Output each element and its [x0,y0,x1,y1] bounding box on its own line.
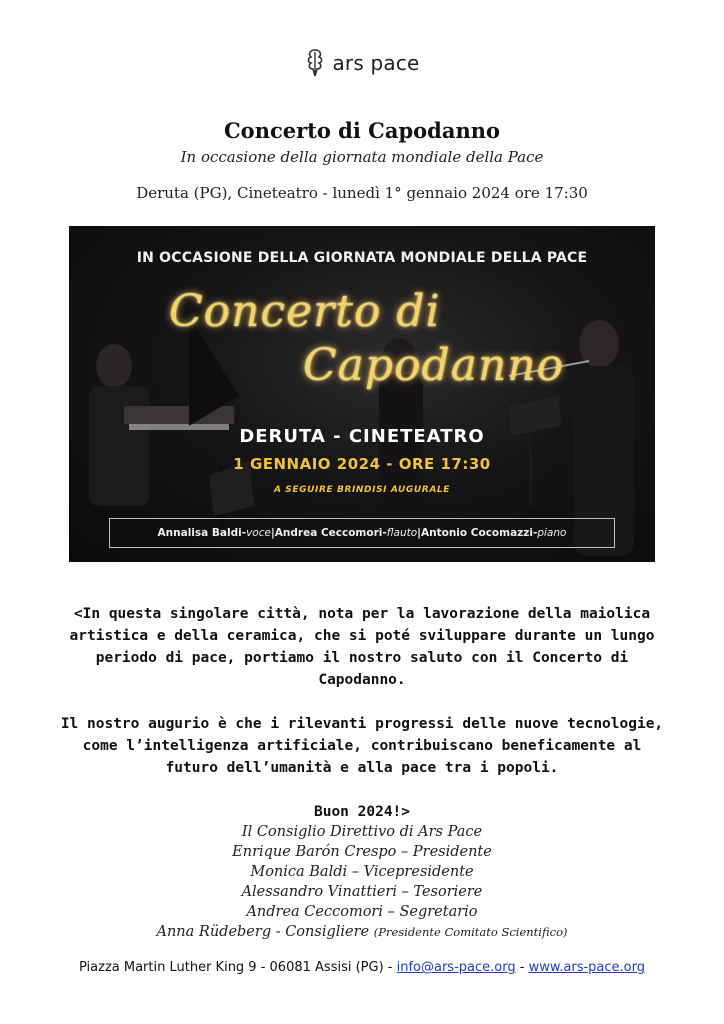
poster-stage-silhouettes [69,226,655,562]
footer-address: Piazza Martin Luther King 9 - 06081 Assisi (PG) - [79,960,397,975]
event-details: Deruta (PG), Cineteatro - lunedì 1° gennaio 2024 ore 17:30 [136,184,588,202]
website-link[interactable]: www.ars-pace.org [528,960,645,975]
signature-line: Alessandro Vinattieri – Tesoriere [241,884,483,900]
performer-role: flauto [386,527,418,539]
poster-top-text: IN OCCASIONE DELLA GIORNATA MONDIALE DELLA PACE [136,250,588,266]
performer-name: Annalisa Baldi [157,527,242,539]
poster-date: 1 GENNAIO 2024 - ORE 17:30 [233,455,491,473]
concert-poster [69,226,655,562]
footer-contacts: Piazza Martin Luther King 9 - 06081 Assisi (PG) - info@ars-pace.org - www.ars-pace.org [79,960,645,975]
message-paragraph: <In questa singolare città, nota per la lavorazione della maiolica artistica e della ceramica, che si poté sviluppare durante un lungo periodo di pace, portiamo il nostro saluto con il Concerto di Capodanno. [69,606,655,688]
poster-performers: Annalisa Baldi - voce | Andrea Ceccomori - flauto | Antonio Cocomazzi - piano [109,518,615,548]
page-title: Concerto di Capodanno [223,118,501,143]
performer-role: voce [246,527,271,539]
email-link[interactable]: info@ars-pace.org [396,960,516,975]
message-closing: Buon 2024!> [313,804,411,820]
signature-line: Andrea Ceccomori – Segretario [246,904,478,920]
signatures-intro: Il Consiglio Direttivo di Ars Pace [241,824,483,840]
signature-line: Anna Rüdeberg - Consigliere (Presidente Comitato Scientifico) [156,924,568,940]
signature-note: (Presidente Comitato Scientifico) [373,925,568,939]
page-subtitle: In occasione della giornata mondiale della Pace [180,148,544,166]
poster-script-line-2: Capodanno [303,340,565,391]
signature-line: Enrique Barón Crespo – Presidente [232,844,492,860]
performer-role: piano [537,527,567,539]
greeting-message [60,603,664,845]
signatures-block [0,822,724,942]
message-paragraph: Il nostro augurio è che i rilevanti progressi delle nuove tecnologie, come l’intelligenza artificiale, contribuiscano beneficamente al futuro dell’umanità e alla pace tra i popoli. [60,716,664,776]
performer-name: Andrea Ceccomori [274,527,383,539]
poster-script-line-1: Concerto di [169,286,441,337]
poster-toast-note: A SEGUIRE BRINDISI AUGURALE [274,485,450,495]
logo [0,48,724,78]
signature-line: Monica Baldi – Vicepresidente [250,864,474,880]
poster-venue: DERUTA - CINETEATRO [239,426,485,447]
ars-pace-emblem-icon [304,48,326,78]
performer-name: Antonio Cocomazzi [421,527,533,539]
logo-text: ars pace [332,51,420,75]
